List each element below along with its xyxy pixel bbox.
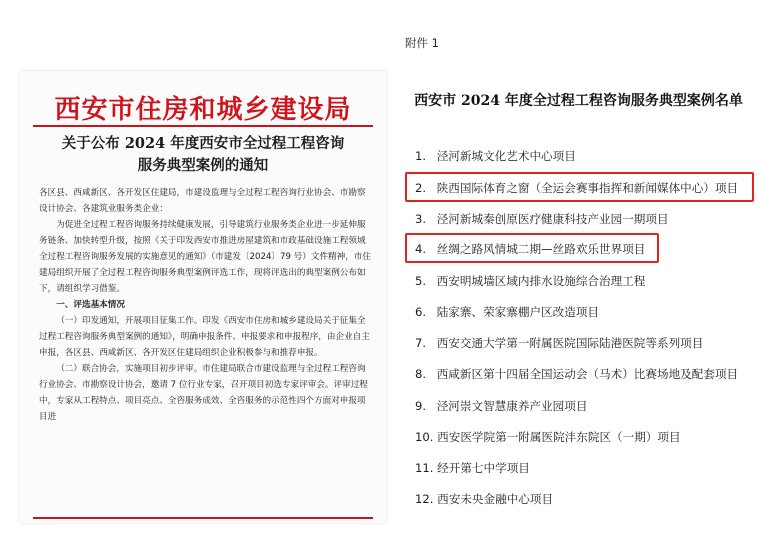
notice-title [39,133,367,177]
notice-body [39,185,373,425]
red-divider-bottom [33,517,373,519]
list-item: 6. 陆家寨、荣家寨棚户区改造项目 [415,305,600,319]
list-item: 5. 西安明城墙区域内排水设施综合治理工程 [415,274,646,288]
list-item: 7. 西安交通大学第一附属医院国际陆港医院等系列项目 [415,336,704,350]
list-item: 2. 陕西国际体育之窗（全运会赛事指挥和新闻媒体中心）项目 [415,181,739,195]
notice-section-heading: 一、评选基本情况 [56,300,125,310]
list-item: 9. 泾河崇文智慧康养产业园项目 [415,399,588,413]
notice-title-line1: 关于公布 2024 年度西安市全过程工程咨询 [61,135,345,152]
notice-document [19,71,387,523]
attachment-label: 附件 1 [405,36,439,50]
notice-paragraph: （二）联合协会，实施项目初步评审。市住建局联合市建设监理与全过程工程咨询行业协会、市勘察设计协会，邀请 7 位行业专家，召开项目初选专家评审会。评审过程中，专家从工程特点、项目亮点、全咨服务成效、全咨服务的示范性四个方面对申报项目进 [39,364,368,422]
notice-paragraph: （一）印发通知，开展项目征集工作。印发《西安市住房和城乡建设局关于征集全过程工程咨询服务典型案例的通知》，明确申报条件、申报要求和申报程序，由企业自主申报，各区县、西咸新区、各开发区住建局组织企业积极参与和推荐申报。 [39,316,370,358]
highlight-box-item-4 [405,233,659,263]
list-item: 8. 西咸新区第十四届全国运动会（马术）比赛场地及配套项目 [415,367,739,381]
red-divider-top [33,125,373,127]
list-item: 10. 西安医学院第一附属医院沣东院区（一期）项目 [415,430,681,444]
list-item: 11. 经开第七中学项目 [415,461,530,475]
list-item: 3. 泾河新城秦创原医疗健康科技产业园一期项目 [415,212,669,226]
list-item: 4. 丝绸之路风情城二期—丝路欢乐世界项目 [415,242,646,256]
issuer-heading: 西安市住房和城乡建设局 [54,95,352,125]
list-item: 1. 泾河新城文化艺术中心项目 [415,149,576,163]
case-list-title: 西安市 2024 年度全过程工程咨询服务典型案例名单 [414,93,743,109]
highlight-box-item-2 [405,172,754,202]
notice-title-line2: 服务典型案例的通知 [137,157,269,174]
notice-paragraph: 为促进全过程工程咨询服务持续健康发展，引导建筑行业服务类企业进一步延伸服务链条、加快转型升级，按照《关于印发西安市推进房屋建筑和市政基础设施工程领域全过程工程咨询服务发展的实施意见的通知》（市建发〔2024〕79 号）文件精神，市住建局组织开展了全过程工程咨询服务典型案例评选工作，现将评选出的典型案例公布如下，请组织学习借鉴。 [39,220,372,294]
notice-paragraph: 各区县、西咸新区、各开发区住建局，市建设监理与全过程工程咨询行业协会、市勘察设计协会、各建筑业服务类企业： [39,188,366,214]
case-list-document [395,0,762,549]
list-item: 12. 西安未央金融中心项目 [415,492,554,506]
